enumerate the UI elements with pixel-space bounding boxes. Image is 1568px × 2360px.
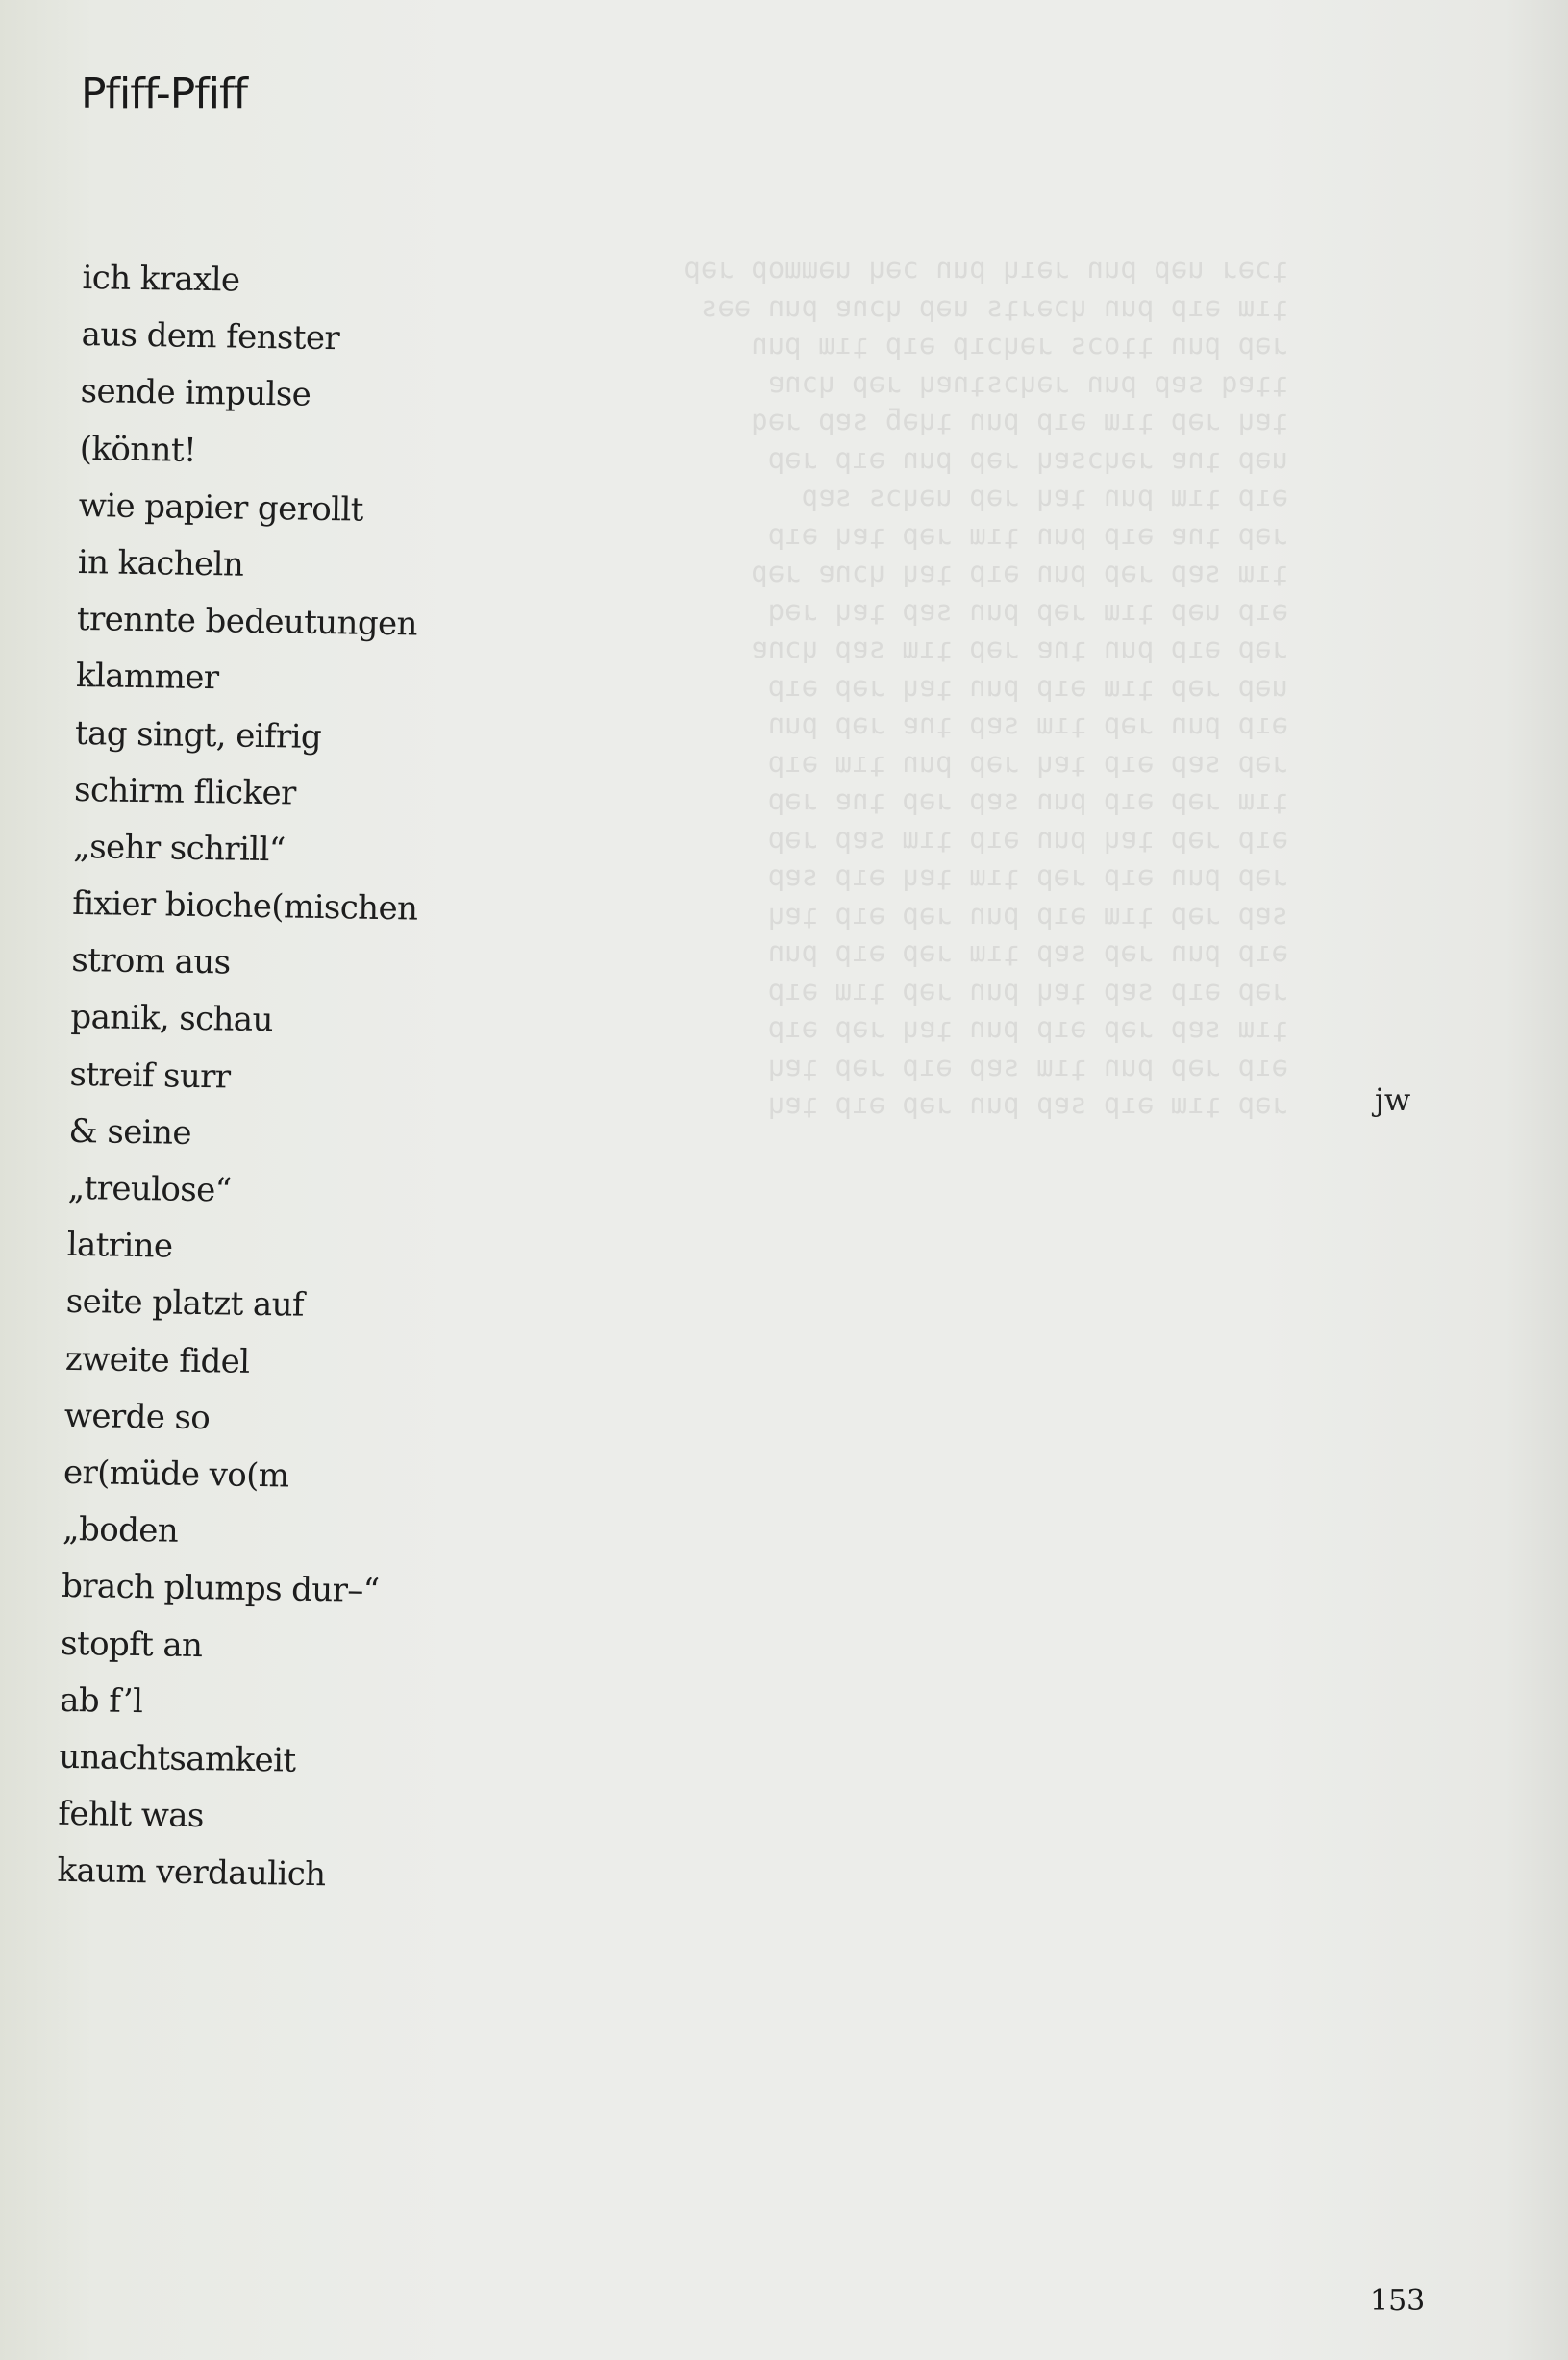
poem-line: latrine (66, 1226, 173, 1266)
poem-line: in kacheln (77, 542, 244, 584)
author-initials: jw (1375, 1081, 1411, 1118)
poem-line: klammer (75, 657, 219, 698)
poem-line: „boden (62, 1509, 179, 1551)
poem-line: trennte bedeutungen (76, 600, 418, 644)
poem-title: Pfiff-Pfiff (81, 69, 247, 118)
poem-line: er(müde vo(m (62, 1453, 289, 1496)
poem-line: fehlt was (58, 1794, 205, 1836)
poem-line: unachtsamkeit (59, 1737, 296, 1780)
poem-body (57, 250, 428, 1905)
poem-line: stopft an (60, 1624, 203, 1665)
poem-line: (könnt! (79, 429, 197, 470)
poem-line: wie papier gerollt (78, 485, 364, 530)
poem-line: kaum verdaulich (57, 1851, 326, 1895)
poem-line: tag singt, eifrig (74, 713, 322, 757)
poem-line: brach plumps dur–“ (61, 1567, 380, 1611)
poem-line: aus dem fenster (81, 315, 340, 359)
poem-line: panik, schau (70, 998, 274, 1040)
poem-line: „treulose“ (67, 1168, 232, 1210)
poem-line: fixier bioche(mischen (72, 883, 418, 929)
poem-line: sende impulse (80, 372, 311, 415)
page-number: 153 (1370, 2284, 1426, 2318)
poem-line: „sehr schrill“ (72, 827, 286, 870)
poem-line: & seine (68, 1111, 192, 1153)
poem-line: werde so (63, 1396, 211, 1437)
poem-line: strom aus (71, 941, 231, 982)
poem-line: ich kraxle (82, 258, 240, 300)
poem-line: schirm flicker (73, 770, 296, 813)
poem-line: streif surr (69, 1055, 231, 1097)
show-through-text: ʇɔǝɹ uǝp pun ɹǝıɥ pun ɔǝɥ uǝɯɯop ɹəp ʇıɯ ǝıp pun ɥɔǝɹʇs uǝp ɥɔnɐ pun ǝǝs ɹǝp pun ʇʇoɔs ɹǝɥɔıp ǝıp ʇıɯ pun ʇʇɐq sɐp pun ɹǝɥɔsʇnɐɥ ɹǝp ɥɔnɐ ʇɐɥ ɹǝp ʇıɯ ǝıp pun ʇɥǝƃ sɐp ɹǝq uǝp ʇnɐ ɹǝɥɔsɐɥ ɹǝp pun ǝıp ɹǝp ǝıp ʇıɯ pun ʇɐɥ ɹǝp uǝɥɔs sɐp ɹǝp ʇnɐ ǝıp pun ʇıɯ ɹǝp ʇɐɥ ǝıp ʇıɯ sɐp ɹǝp pun ǝıp ʇɐɥ ɥɔnɐ ɹǝp ǝıp uǝp ʇıɯ ɹǝp pun sɐp ʇɐɥ ɹǝq ɹǝp ǝıp pun ʇnɐ ɹǝp ʇıɯ sɐp ɥɔnɐ uǝp ɹǝp ʇıɯ ǝıp pun ʇɐɥ ɹǝp ǝıp ǝıp pun ɹǝp ʇıɯ sɐp ʇnɐ ɹǝp pun ɹǝp sɐp ǝıp ʇɐɥ ɹǝp pun ʇıɯ ǝıp ʇıɯ ɹǝp ǝıp pun sɐp ɹǝp ʇnɐ ɹǝp ǝıp ɹǝp ʇɐɥ pun ǝıp ʇıɯ sɐp ɹǝp ɹǝp pun ǝıp ɹǝp ʇıɯ ʇɐɥ ǝıp sɐp sɐp ɹǝp ʇıɯ ǝıp pun ɹǝp ǝıp ʇɐɥ ǝıp pun ɹǝp sɐp ʇıɯ ɹǝp ǝıp pun ɹǝp ǝıp sɐp ʇɐɥ pun ɹǝp ʇıɯ ǝıp ʇıɯ sɐp ɹǝp ǝıp pun ʇɐɥ ɹǝp ǝıp ǝıp ɹǝp pun ʇıɯ sɐp ǝıp ɹǝp ʇɐɥ ɹǝp ʇıɯ ǝıp sɐp pun ɹǝp ǝıp ʇɐɥ (684, 252, 1288, 1120)
poem-line: ab f’l (59, 1680, 143, 1721)
poem-line: zweite fidel (64, 1339, 250, 1381)
poem-line: seite platzt auf (65, 1282, 305, 1326)
